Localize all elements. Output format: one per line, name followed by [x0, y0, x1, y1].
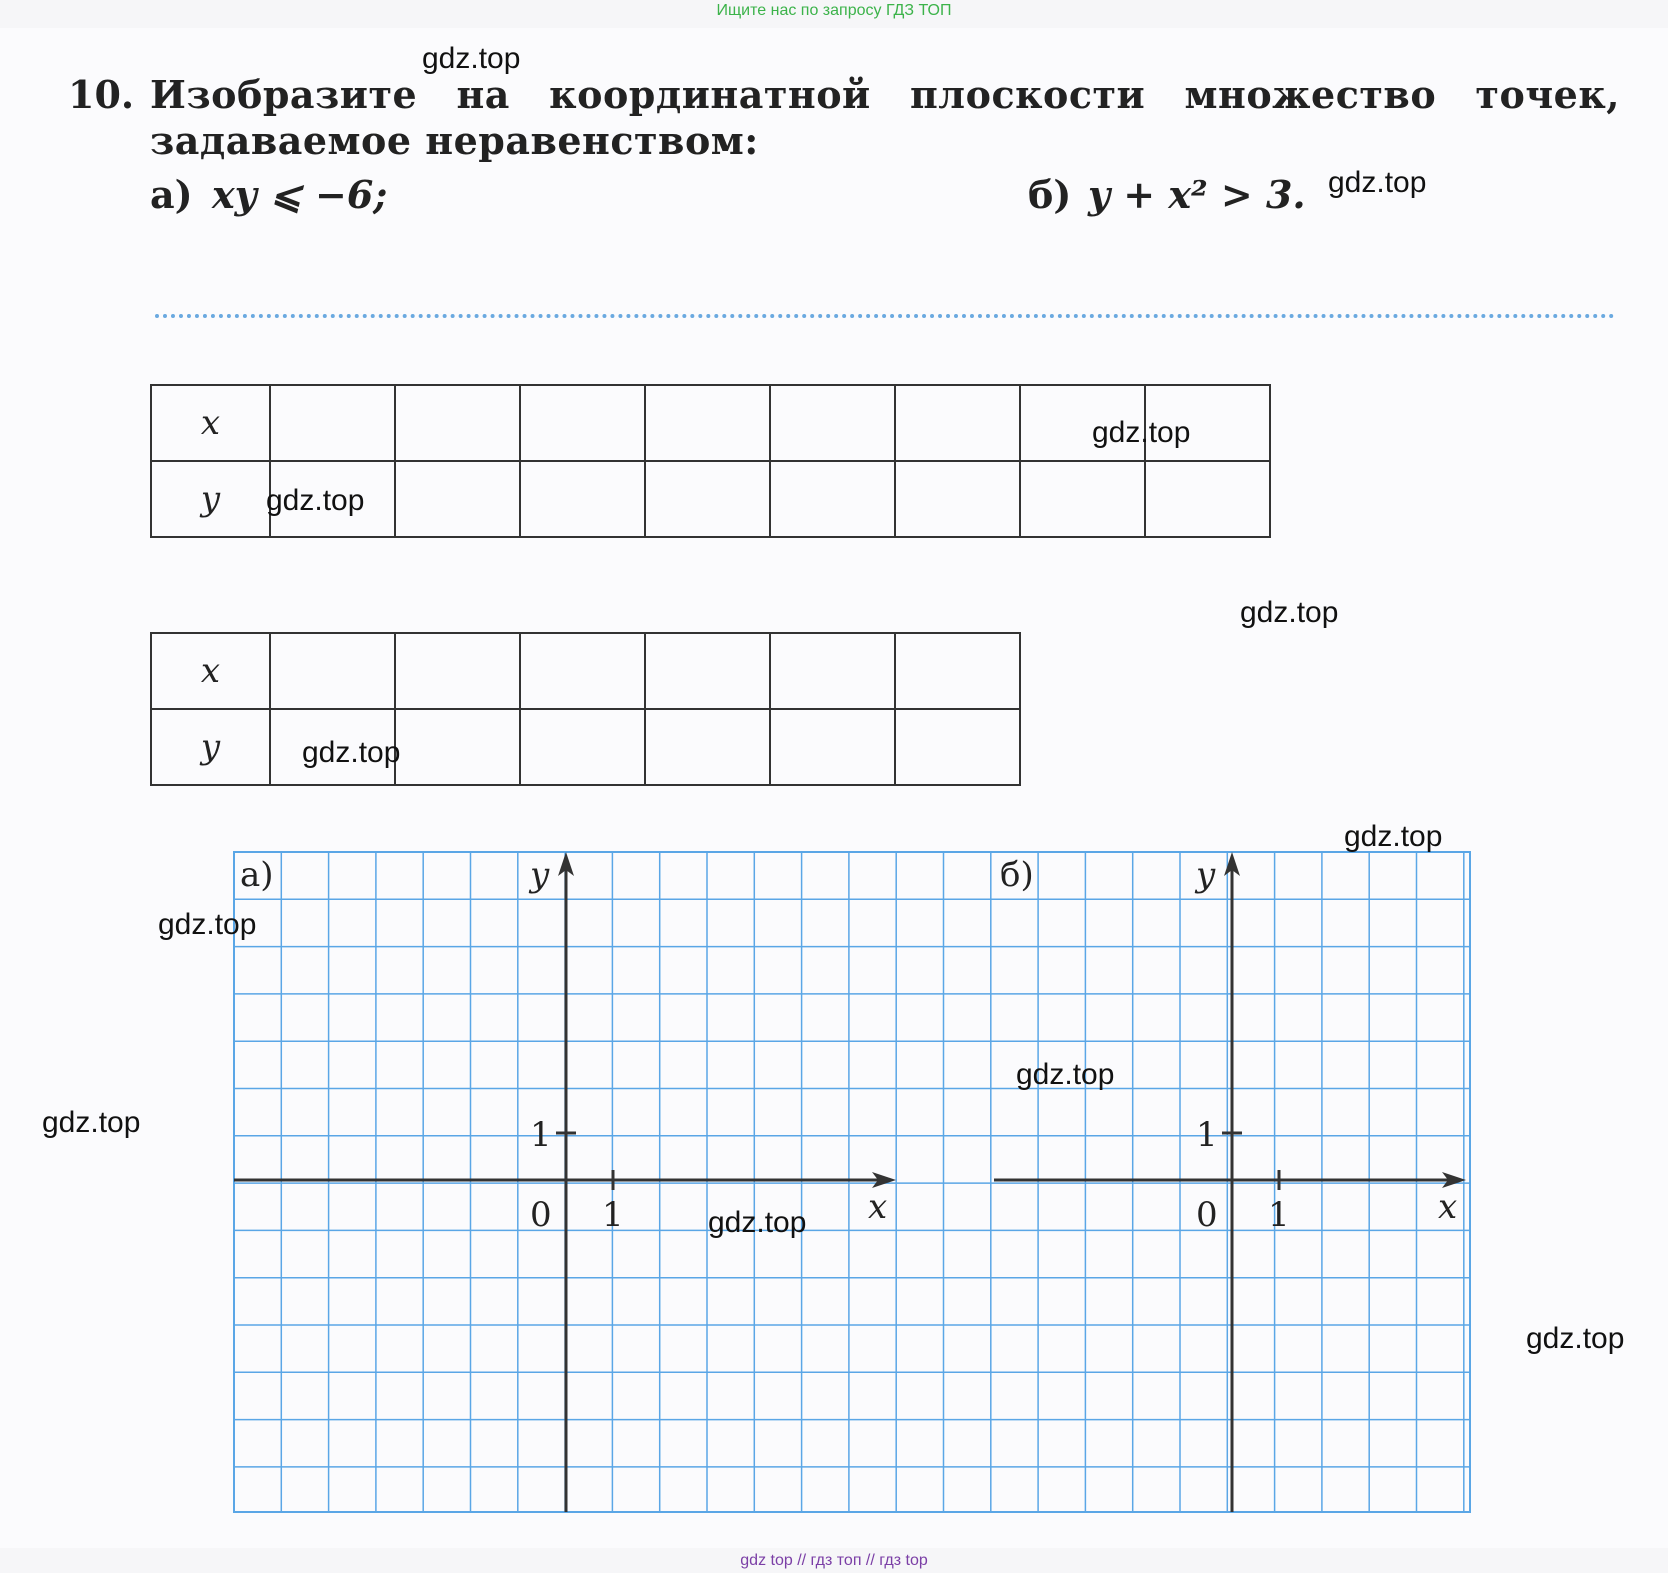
graph-b-x-label: x	[1438, 1187, 1458, 1227]
watermark: gdz.top	[1344, 820, 1443, 853]
graph-b-label: б)	[1000, 855, 1034, 895]
table-head-y: y	[151, 709, 270, 785]
graph-b-x-unit-label: 1	[1268, 1195, 1290, 1235]
watermark: gdz.top	[1092, 416, 1191, 449]
watermark: gdz.top	[422, 42, 521, 75]
graph-a-y-label: y	[530, 855, 550, 895]
part-b-label: б)	[1028, 172, 1072, 217]
grid-lines	[234, 852, 1470, 1512]
graph-b-y-unit-label: 1	[1196, 1115, 1218, 1155]
graph-b-axes	[994, 852, 1466, 1512]
bottom-banner[interactable]: gdz top // гдз топ // гдз top	[740, 1552, 928, 1569]
graph-a-y-unit-label: 1	[530, 1115, 552, 1155]
part-b-formula: y + x² > 3.	[1088, 172, 1306, 217]
watermark: gdz.top	[266, 484, 365, 517]
part-a-label: а)	[150, 172, 193, 217]
watermark: gdz.top	[1240, 596, 1339, 629]
watermark: gdz.top	[302, 736, 401, 769]
table-head-x: x	[151, 385, 270, 461]
graph-a-x-unit-label: 1	[602, 1195, 624, 1235]
graph-a-x-label: x	[868, 1187, 888, 1227]
graph-b-y-label: y	[1196, 855, 1216, 895]
watermark: gdz.top	[1016, 1058, 1115, 1091]
watermark: gdz.top	[158, 908, 257, 941]
grid-border	[234, 852, 1470, 1512]
graph-a-label: а)	[240, 855, 274, 895]
watermark: gdz.top	[42, 1106, 141, 1139]
watermark: gdz.top	[1328, 166, 1427, 199]
graph-a-axes	[234, 852, 896, 1512]
graph-a-origin-label: 0	[530, 1195, 552, 1235]
part-a-formula: xy ⩽ −6;	[212, 172, 388, 217]
table-head-x: x	[151, 633, 270, 709]
watermark: gdz.top	[708, 1206, 807, 1239]
table-head-y: y	[151, 461, 270, 537]
watermark: gdz.top	[1526, 1322, 1625, 1355]
problem-number: 10.	[68, 72, 135, 117]
top-banner[interactable]: Ищите нас по запросу ГДЗ ТОП	[716, 2, 952, 19]
graph-b-origin-label: 0	[1196, 1195, 1218, 1235]
problem-text: Изобразите на координатной плоскости множество точек, задаваемое неравенством:	[150, 72, 1620, 163]
